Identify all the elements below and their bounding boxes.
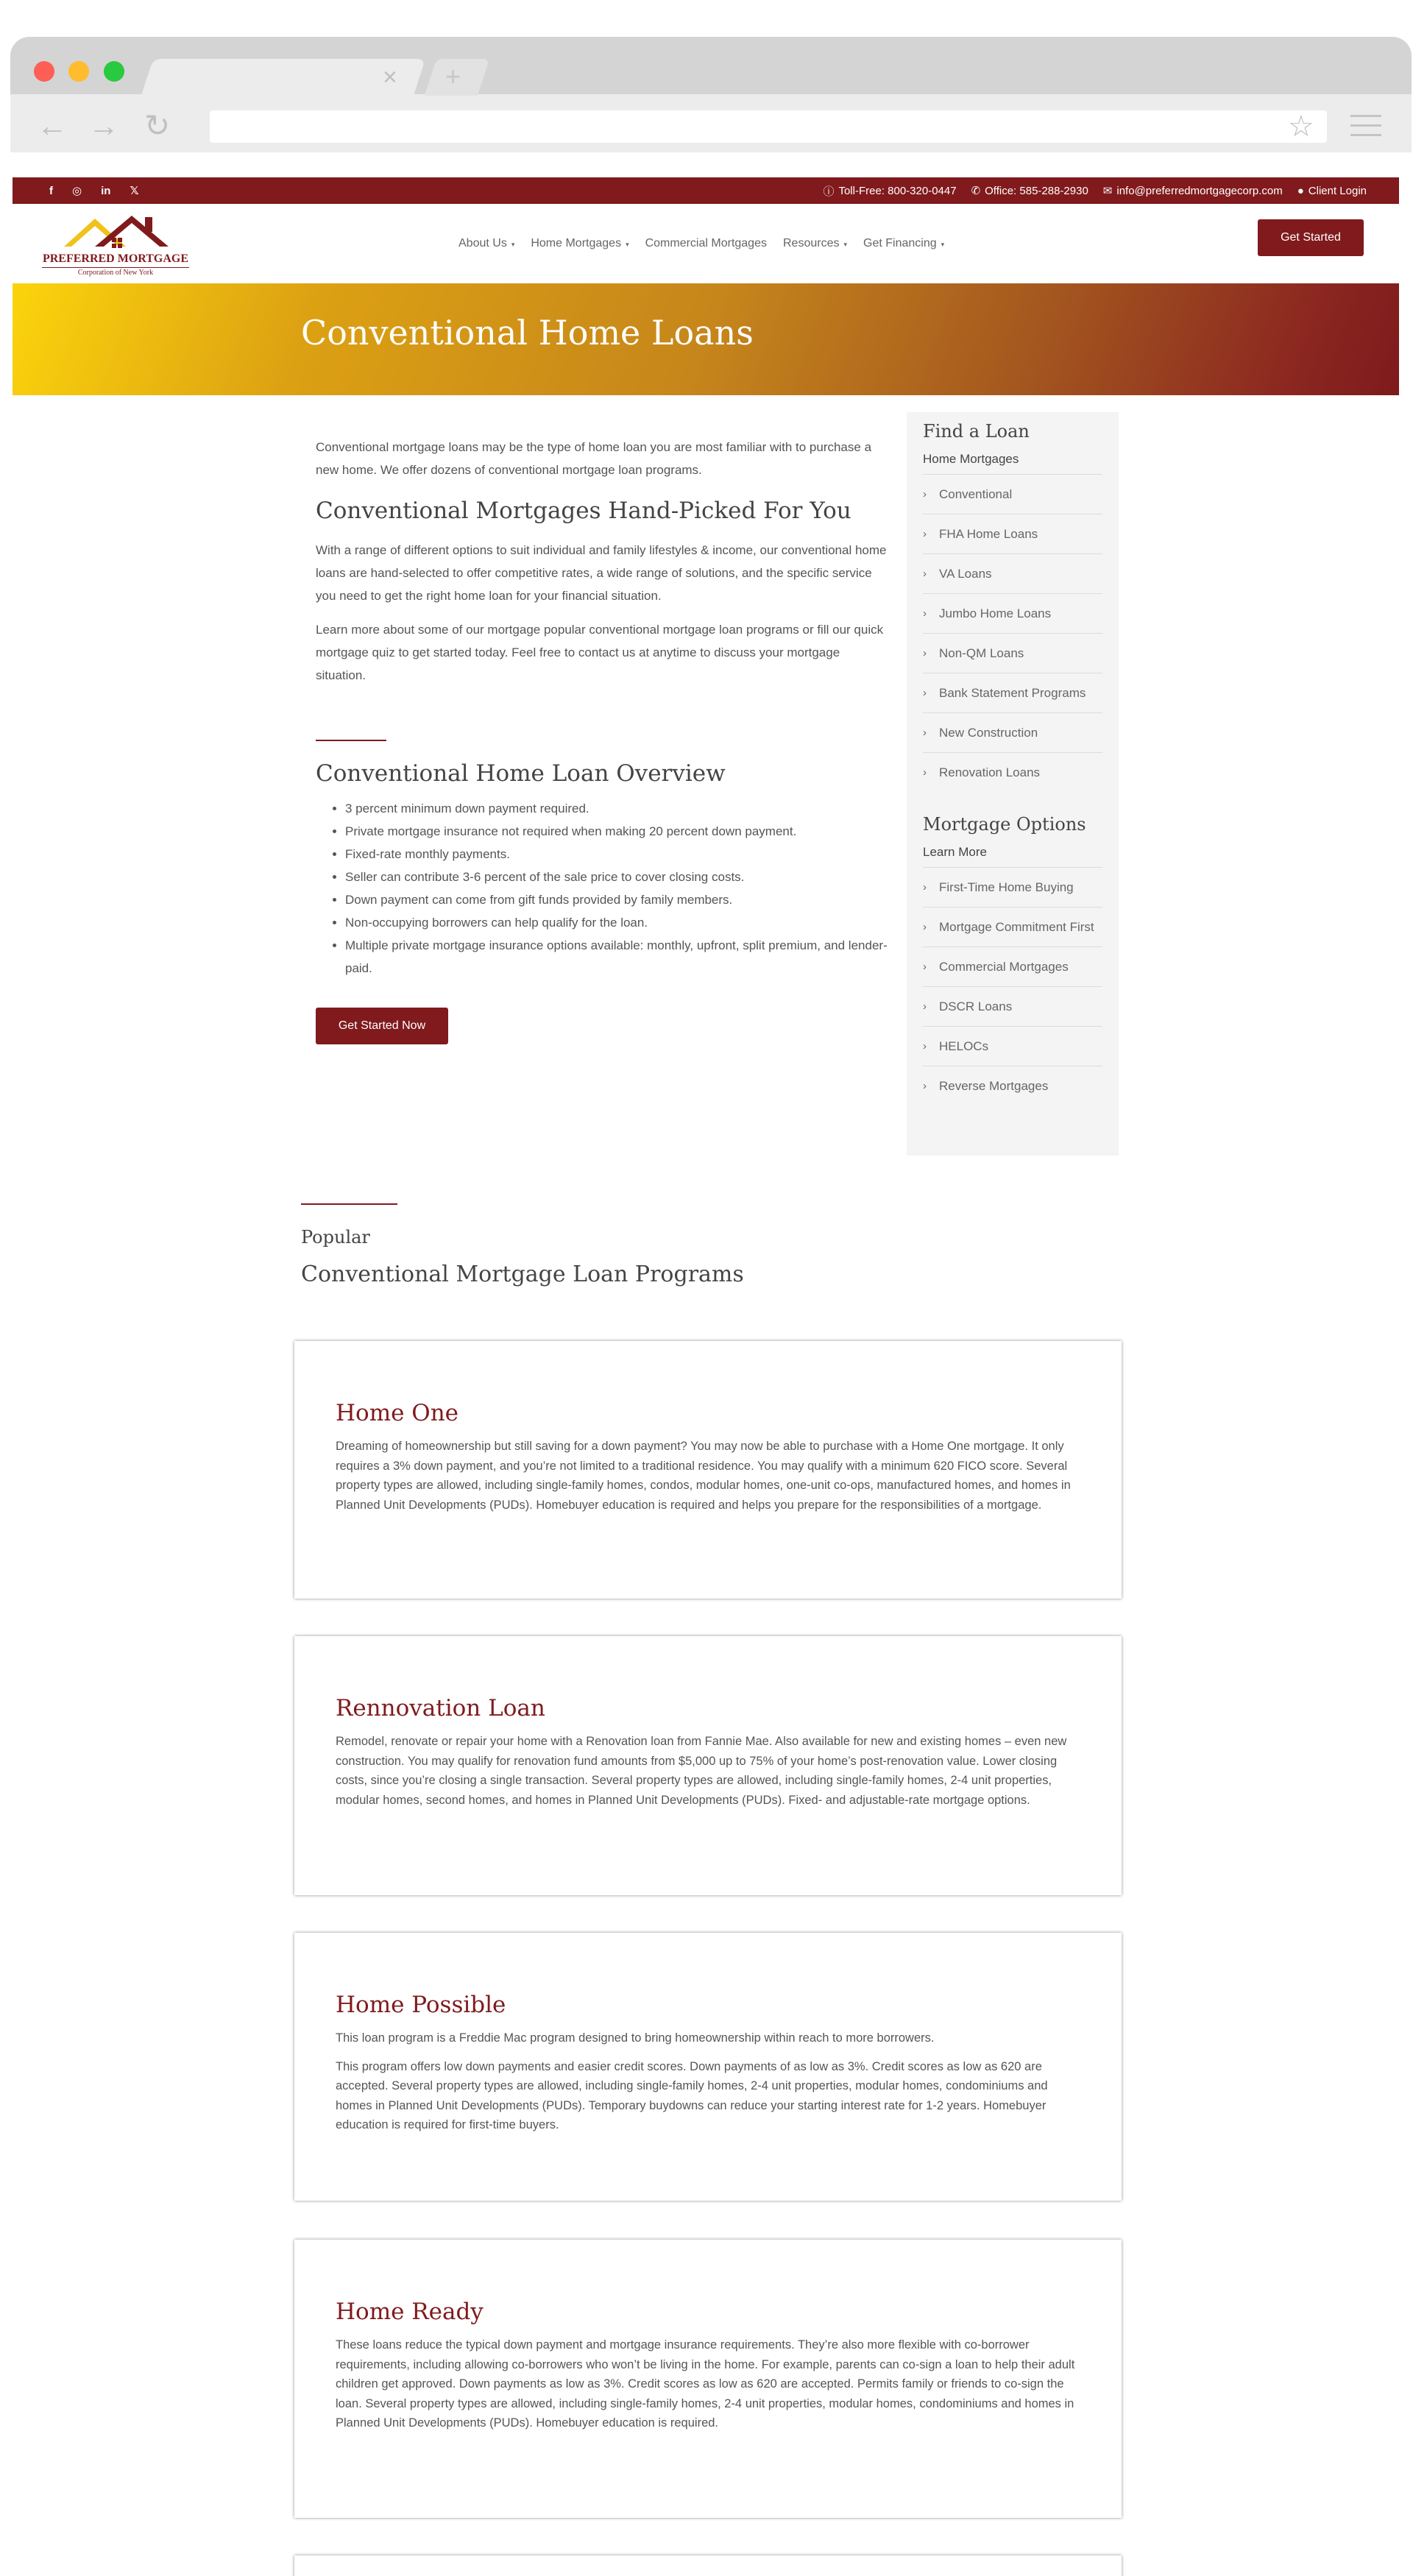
card-paragraph: This program offers low down payments and easier credit scores. Down payments of as low as 3%. Credit scores as low as 620 are accepted. Several property types are allowed, including single-family homes, 2-4 unit properties, modular homes, condominiums and homes in Planned Unit Developments (PUDs). Temporary buydowns can reduce your starting interest rate for 1-2 years. Homebuyer education is required for first-time buyers. (336, 2059, 1048, 2131)
chevron-right-icon: › (923, 567, 927, 580)
nav-item-label: Home Mortgages (531, 237, 622, 250)
toll-free-text: Toll-Free: 800-320-0447 (838, 184, 957, 197)
address-bar[interactable] (210, 110, 1327, 143)
sidebar-link-bank-statement-programs[interactable] (923, 673, 1102, 712)
house-roof-logo-icon (42, 210, 189, 252)
tab-close-icon[interactable]: × (383, 63, 397, 91)
sidebar-link-label: VA Loans (939, 566, 992, 581)
logo-name-text: PREFERRED MORTGAGE (42, 252, 189, 268)
sidebar-link-helocs[interactable] (923, 1026, 1102, 1066)
envelope-icon: ✉ (1102, 185, 1113, 197)
mortgage-options-heading: Mortgage Options (923, 814, 1086, 835)
overview-list-item: • Down payment can come from gift funds provided by family members. (345, 888, 890, 911)
sidebar-link-fha-home-loans[interactable] (923, 514, 1102, 553)
sidebar-link-label: DSCR Loans (939, 999, 1013, 1013)
phone-icon: ✆ (971, 185, 981, 197)
site-logo[interactable] (42, 210, 189, 277)
chevron-right-icon: › (923, 647, 927, 659)
office-phone-link[interactable] (971, 184, 1088, 197)
card-title: Home Possible (336, 1992, 506, 2018)
handpicked-heading: Conventional Mortgages Hand-Picked For You (316, 498, 851, 524)
caret-down-icon: ▾ (511, 241, 515, 248)
info-icon: ⓘ (823, 185, 835, 198)
nav-item-about-us[interactable] (458, 237, 514, 250)
sidebar-link-new-construction[interactable] (923, 712, 1102, 752)
caret-down-icon: ▾ (941, 241, 945, 248)
overview-list-item: • Seller can contribute 3-6 percent of the sale price to cover closing costs. (345, 866, 890, 888)
client-login-link[interactable] (1297, 185, 1367, 197)
nav-item-label: Get Financing (863, 237, 937, 250)
window-maximize-button[interactable] (104, 61, 124, 82)
sidebar-link-label: HELOCs (939, 1038, 989, 1053)
nav-item-get-financing[interactable] (863, 237, 944, 250)
home-mortgages-subheading: Home Mortgages (923, 452, 1019, 466)
find-loan-heading: Find a Loan (923, 421, 1030, 442)
overview-list-item: • Non-occupying borrowers can help qualify for the loan. (345, 911, 890, 934)
overview-list-item: • Private mortgage insurance not required when making 20 percent down payment. (345, 820, 890, 843)
sidebar-link-renovation-loans[interactable] (923, 752, 1102, 792)
get-started-now-button[interactable]: Get Started Now (316, 1008, 448, 1044)
office-phone-text: Office: 585-288-2930 (985, 184, 1088, 197)
sidebar-link-label: Reverse Mortgages (939, 1078, 1049, 1093)
nav-item-label: Resources (782, 237, 840, 250)
find-loan-list (923, 474, 1102, 792)
card-paragraph: Remodel, renovate or repair your home with a Renovation loan from Fannie Mae. Also available for new and existing homes – even new construction. You may qualify for renovation fund amounts from $5,000 up to 75% of your home’s post-renovation value. Lower closing costs, since you’re closing a single transaction. Several property types are allowed, including single-family homes, 2-4 unit properties, modular homes, second homes, and homes in Planned Unit Developments (PUDs). Fixed- and adjustable-rate mortgage options. (336, 1735, 1067, 1807)
range-paragraph: With a range of different options to suit individual and family lifestyles & income, our conventional home loans are hand-selected to offer competitive rates, a wide range of solutions, and the specific service you need to get the right home loan for your financial situation. (316, 543, 887, 603)
card-title: Home Ready (336, 2299, 484, 2325)
sidebar-link-label: Bank Statement Programs (939, 685, 1086, 700)
x-icon[interactable]: 𝕏 (130, 185, 139, 197)
contact-links (823, 177, 1367, 204)
sidebar-link-conventional[interactable] (923, 474, 1102, 514)
sidebar-link-dscr-loans[interactable] (923, 986, 1102, 1026)
sidebar-link-va-loans[interactable] (923, 553, 1102, 593)
chevron-right-icon: › (923, 1040, 927, 1052)
card-title: Home One (336, 1400, 459, 1426)
page-title: Conventional Home Loans (301, 313, 754, 353)
popular-divider (301, 1203, 397, 1205)
browser-menu-icon[interactable] (1350, 115, 1381, 144)
program-card-next (294, 2555, 1122, 2576)
overview-list-item: • Fixed-rate monthly payments. (345, 843, 890, 866)
sidebar-link-label: First-Time Home Buying (939, 880, 1074, 894)
sidebar-link-first-time-home-buying[interactable] (923, 867, 1102, 907)
facebook-icon[interactable]: f (49, 184, 53, 197)
card-title: Rennovation Loan (336, 1695, 545, 1722)
chevron-right-icon: › (923, 726, 927, 739)
nav-item-home-mortgages[interactable] (531, 237, 628, 250)
sidebar-link-jumbo-home-loans[interactable] (923, 593, 1102, 633)
forward-arrow-icon[interactable]: → (88, 108, 119, 143)
overview-list-item: • 3 percent minimum down payment required. (345, 797, 890, 820)
window-minimize-button[interactable] (68, 61, 89, 82)
overview-list-item: • Multiple private mortgage insurance options available: monthly, upfront, split premium, and lender-paid. (345, 934, 890, 980)
program-card-home-one (294, 1341, 1122, 1599)
main-navigation (458, 204, 944, 283)
chevron-right-icon: › (923, 1080, 927, 1092)
social-links (49, 177, 139, 204)
overview-list (316, 797, 890, 980)
top-utility-bar (13, 177, 1399, 204)
bookmark-star-icon[interactable]: ☆ (1288, 110, 1314, 143)
reload-icon[interactable]: ↻ (144, 108, 171, 143)
sidebar-link-label: Non-QM Loans (939, 645, 1024, 660)
back-arrow-icon[interactable]: ← (37, 108, 68, 143)
sidebar-link-label: Renovation Loans (939, 765, 1041, 779)
learn-more-paragraph: Learn more about some of our mortgage popular conventional mortgage loan programs or fill our quick mortgage quiz to get started today. Feel free to contact us at anytime to discuss your mortgage situation. (316, 623, 884, 682)
email-link[interactable] (1103, 184, 1283, 197)
linkedin-icon[interactable]: in (101, 184, 111, 197)
sidebar-link-mortgage-commitment-first[interactable] (923, 907, 1102, 946)
nav-item-resources[interactable] (783, 237, 847, 250)
toll-free-link[interactable] (823, 183, 956, 199)
plus-icon[interactable]: + (445, 61, 461, 91)
loan-sidebar (907, 412, 1119, 1156)
chevron-right-icon: › (923, 528, 927, 540)
client-login-text: Client Login (1308, 184, 1367, 197)
instagram-icon[interactable]: ◎ (72, 185, 82, 197)
mortgage-options-list (923, 867, 1102, 1105)
card-paragraph: This loan program is a Freddie Mac program designed to bring homeownership within reach to more borrowers. (336, 2031, 935, 2045)
sidebar-link-label: Jumbo Home Loans (939, 606, 1052, 620)
email-text: info@preferredmortgagecorp.com (1116, 184, 1283, 197)
get-started-button[interactable]: Get Started (1258, 219, 1364, 256)
logo-tagline-text: Corporation of New York (77, 269, 154, 277)
site-header (13, 204, 1399, 283)
nav-item-label: Commercial Mortgages (645, 237, 767, 250)
program-card-home-ready (294, 2240, 1122, 2518)
window-close-button[interactable] (34, 61, 54, 82)
sidebar-link-label: Conventional (939, 486, 1013, 501)
sidebar-link-commercial-mortgages[interactable] (923, 946, 1102, 986)
caret-down-icon: ▾ (626, 241, 629, 248)
sidebar-link-non-qm-loans[interactable] (923, 633, 1102, 673)
card-paragraph: These loans reduce the typical down payment and mortgage insurance requirements. They’re also more flexible with co-borrower requirements, including allowing co-borrowers who won’t be living in the home. For example, parents can co-sign a loan to help their adult children get approved. Down payments as low as 3%. Credit scores as low as 620 are accepted. Permits family or friends to co-sign the loan. Several property types are allowed, including single-family homes, 2-4 unit properties, modular homes, condominiums and homes in Planned Unit Developments (PUDs). Homebuyer education is required. (336, 2338, 1075, 2430)
nav-item-commercial-mortgages[interactable] (645, 237, 767, 250)
chevron-right-icon: › (923, 687, 927, 699)
popular-subheading: Popular (301, 1227, 370, 1248)
learn-more-subheading: Learn More (923, 845, 987, 859)
chevron-right-icon: › (923, 766, 927, 779)
caret-down-icon: ▾ (843, 241, 847, 248)
program-card-renovation (294, 1636, 1122, 1895)
intro-paragraph: Conventional mortgage loans may be the type of home loan you are most familiar with to purchase a new home. We offer dozens of conventional mortgage loan programs. (316, 440, 872, 477)
chevron-right-icon: › (923, 921, 927, 933)
section-divider (316, 740, 386, 741)
sidebar-link-label: FHA Home Loans (939, 526, 1038, 541)
chevron-right-icon: › (923, 960, 927, 973)
page-hero-banner (13, 283, 1399, 395)
chevron-right-icon: › (923, 607, 927, 620)
sidebar-link-label: Mortgage Commitment First (939, 919, 1094, 934)
sidebar-link-reverse-mortgages[interactable] (923, 1066, 1102, 1105)
overview-heading: Conventional Home Loan Overview (316, 760, 726, 787)
sidebar-link-label: New Construction (939, 725, 1038, 740)
program-card-home-possible (294, 1933, 1122, 2201)
main-content (316, 412, 890, 1044)
chevron-right-icon: › (923, 1000, 927, 1013)
chevron-right-icon: › (923, 881, 927, 894)
user-icon: ● (1297, 184, 1304, 197)
nav-item-label: About Us (458, 237, 507, 250)
card-paragraph: Dreaming of homeownership but still saving for a down payment? You may now be able to purchase with a Home One mortgage. It only requires a 3% down payment, and you’re not limited to a traditional residence. You may qualify with a minimum 620 FICO score. Several property types are allowed, including single-family homes, condos, modular homes, one-unit co-ops, manufactured homes, and homes in Planned Unit Developments (PUDs). Homebuyer education is required and helps you prepare for the responsibilities of a mortgage. (336, 1440, 1071, 1512)
sidebar-link-label: Commercial Mortgages (939, 959, 1069, 974)
popular-heading: Conventional Mortgage Loan Programs (301, 1262, 744, 1287)
chevron-right-icon: › (923, 488, 927, 500)
